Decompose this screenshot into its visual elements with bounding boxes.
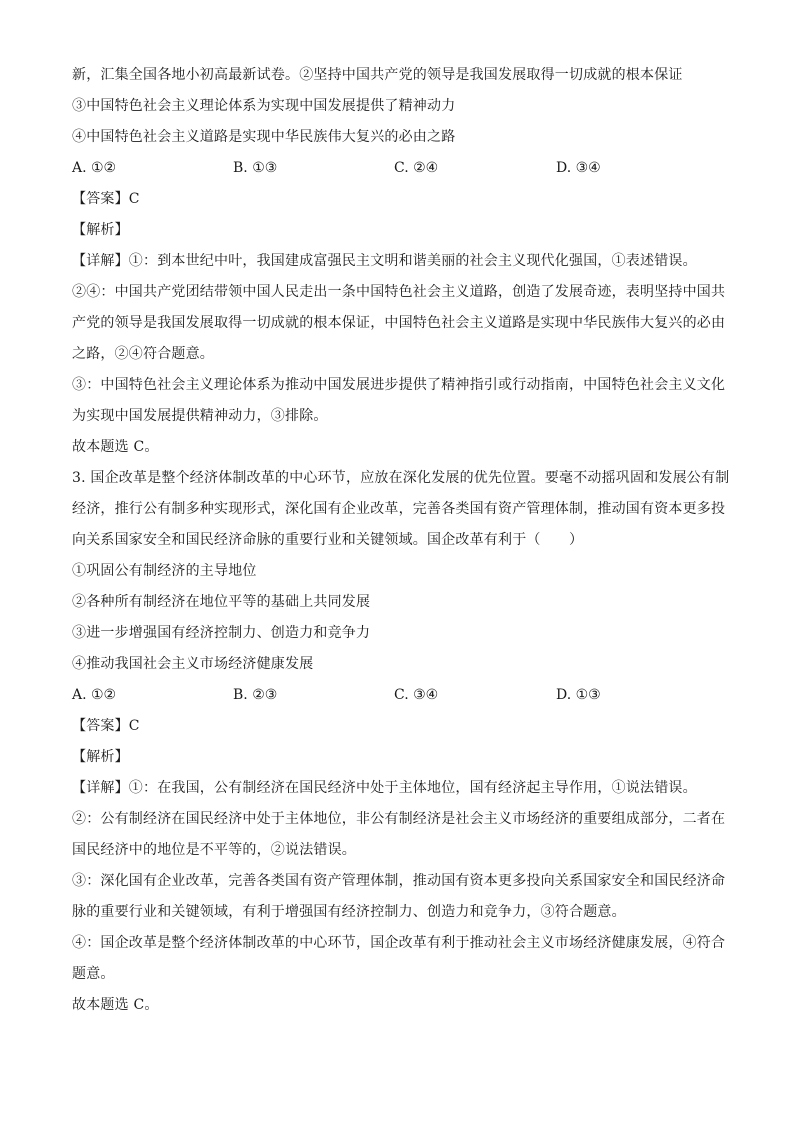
analysis-line: 【详解】①：到本世纪中叶，我国建成富强民主文明和谐美丽的社会主义现代化强国，①表述错误。: [72, 253, 697, 269]
analysis-line: 题意。: [72, 966, 115, 982]
answer-options: [72, 680, 732, 711]
answer-options: [72, 153, 732, 184]
analysis-line: ③：深化国有企业改革，完善各类国有资产管理体制，推动国有资本更多投向关系国家安全和国民经济命: [72, 873, 726, 889]
choice-item: ①巩固公有制经济的主导地位: [72, 563, 257, 579]
analysis-line: ②：公有制经济在国民经济中处于主体地位，非公有制经济是社会主义市场经济的重要组成部分，二者在: [72, 811, 726, 827]
option-d: D. ①③: [556, 687, 601, 703]
question-stem-line: 经济，推行公有制多种实现形式，深化国有企业改革，完善各类国有资产管理体制，推动国有资本更多投: [72, 501, 726, 517]
analysis-line: 脉的重要行业和关键领域，有利于增强国有经济控制力、创造力和竞争力，③符合题意。: [72, 904, 626, 920]
analysis-line: 之路，②④符合题意。: [72, 346, 214, 362]
analysis-label: 【解析】: [72, 222, 129, 238]
analysis-line: ④：国企改革是整个经济体制改革的中心环节，国企改革有利于推动社会主义市场经济健康发展，④符合: [72, 935, 726, 951]
analysis-conclusion: 故本题选 C。: [72, 997, 159, 1013]
option-c: C. ②④: [394, 160, 439, 176]
analysis-label: 【解析】: [72, 749, 129, 765]
answer-label: 【答案】C: [72, 191, 140, 207]
option-d: D. ③④: [556, 160, 601, 176]
analysis-line: ②④：中国共产党团结带领中国人民走出一条中国特色社会主义道路，创造了发展奇迹，表明坚持中国共: [72, 284, 726, 300]
document-page: [72, 60, 732, 1021]
question-continuation-line: 新，汇集全国各地小初高最新试卷。②坚持中国共产党的领导是我国发展取得一切成就的根本保证: [72, 67, 683, 83]
analysis-line: 国民经济中的地位是不平等的，②说法错误。: [72, 842, 356, 858]
choice-item: ③进一步增强国有经济控制力、创造力和竞争力: [72, 625, 371, 641]
choice-item: ③中国特色社会主义理论体系为实现中国发展提供了精神动力: [72, 98, 456, 114]
option-b: B. ②③: [233, 687, 278, 703]
analysis-line: 为实现中国发展提供精神动力，③排除。: [72, 408, 328, 424]
choice-item: ②各种所有制经济在地位平等的基础上共同发展: [72, 594, 371, 610]
analysis-line: 【详解】①：在我国，公有制经济在国民经济中处于主体地位，国有经济起主导作用，①说法错误。: [72, 780, 697, 796]
option-c: C. ③④: [394, 687, 439, 703]
analysis-line: 产党的领导是我国发展取得一切成就的根本保证，中国特色社会主义道路是实现中华民族伟大复兴的必由: [72, 315, 726, 331]
option-b: B. ①③: [233, 160, 278, 176]
option-a: A. ①②: [72, 687, 117, 703]
choice-item: ④中国特色社会主义道路是实现中华民族伟大复兴的必由之路: [72, 129, 456, 145]
option-a: A. ①②: [72, 160, 117, 176]
analysis-line: ③：中国特色社会主义理论体系为推动中国发展进步提供了精神指引或行动指南，中国特色社会主义文化: [72, 377, 726, 393]
answer-label: 【答案】C: [72, 718, 140, 734]
analysis-conclusion: 故本题选 C。: [72, 439, 159, 455]
question-stem-line: 向关系国家安全和国民经济命脉的重要行业和关键领域。国企改革有利于（ ）: [72, 532, 584, 548]
question-stem-line: 3. 国企改革是整个经济体制改革的中心环节，应放在深化发展的优先位置。要毫不动摇巩固和发展公有制: [72, 470, 730, 486]
choice-item: ④推动我国社会主义市场经济健康发展: [72, 656, 314, 672]
